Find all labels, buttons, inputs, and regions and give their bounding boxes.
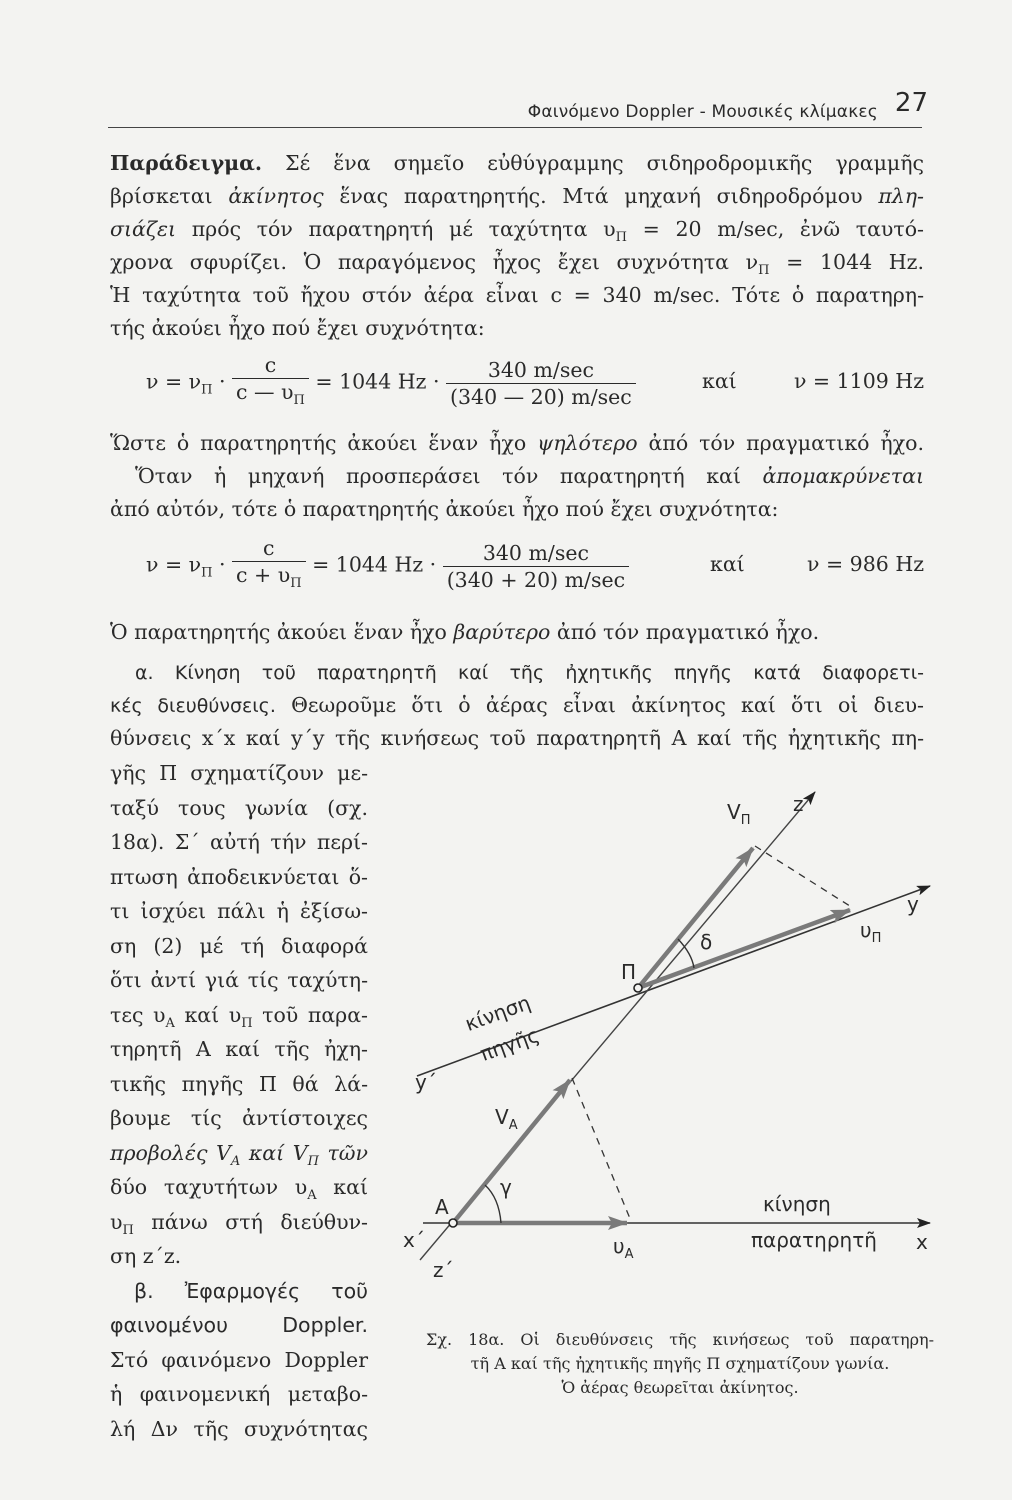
label-y: y — [907, 892, 919, 916]
running-head: Φαινόμενο Doppler - Μουσικές κλίμακες — [527, 102, 878, 122]
italic-text: βαρύτερο — [453, 620, 551, 644]
eq-result: ν = 986 Hz — [807, 552, 924, 576]
section-a-line-2 — [110, 690, 924, 721]
subscript: Π — [871, 931, 882, 946]
subscript: Π — [201, 382, 213, 398]
page-number: 27 — [894, 88, 928, 118]
label-vp — [727, 800, 750, 828]
italic-text: ἀκίνητος — [228, 184, 324, 208]
subscript: Π — [293, 393, 305, 409]
figure-caption — [426, 1328, 934, 1400]
label-a: A — [435, 1195, 449, 1219]
example-line-6: τής ἀκούει ἦχο πού ἔχει συχνότητα: — [110, 316, 485, 340]
subscript: Π — [201, 565, 213, 581]
example-line-5: Ἡ ταχύτητα τοῦ ἤχου στόν ἀέρα εἶναι c = 340 m/sec. Τότε ὁ παρατηρη- — [110, 283, 924, 307]
column-line: $\upsilon_\Pi$ πάνω στή διεύθυν- — [110, 1209, 368, 1238]
label-zprime: z΄ — [433, 1258, 454, 1282]
subscript: Π — [290, 576, 302, 592]
text-span: c + υ — [236, 563, 291, 587]
subscript: Π — [758, 263, 770, 279]
column-line: φαινομένου Doppler. — [110, 1313, 368, 1337]
text-span: βρίσκεται — [110, 184, 229, 208]
column-line: Στό φαινόμενο Doppler — [110, 1347, 368, 1372]
subscript: A — [230, 1153, 241, 1169]
caption-line-3: Ὁ ἀέρας θεωρεῖται ἀκίνητος. — [561, 1378, 799, 1397]
section-heading-text: κές διευθύνσεις. — [110, 695, 276, 717]
column-line: προβολές $V_A$ καί $V_\Pi$ τῶν — [110, 1140, 368, 1169]
label-x: x — [916, 1230, 928, 1254]
column-line: ταξύ τους γωνία (σχ. — [110, 795, 368, 820]
text-span: Θεωροῦμε ὅτι ὁ ἀέρας εἶναι ἀκίνητος καί ὅτι οἱ διευ- — [275, 693, 924, 717]
header-rule — [108, 127, 922, 128]
column-line: ση (2) μέ τή διαφορά — [110, 933, 368, 958]
column-line: πτωση ἀποδεικνύεται ὅ- — [110, 864, 368, 889]
angle-gamma-arc — [485, 1185, 501, 1223]
column-line: τες $\upsilon_A$ καί $\upsilon_\Pi$ τοῦ παρα- — [110, 1002, 368, 1031]
example-label: Παράδειγμα. — [110, 151, 263, 175]
page-header — [108, 88, 928, 128]
after1-line-2 — [135, 461, 924, 491]
column-line: β. Ἐφαρμογές τοῦ — [134, 1278, 368, 1303]
column-line: 18α). Σ΄ αὐτή τήν περί- — [110, 830, 368, 854]
label-text: V — [495, 1105, 509, 1129]
subscript: Π — [241, 1015, 253, 1031]
label-pigis: πηγῆς — [476, 1022, 543, 1066]
dashed-perpendicular-observer — [572, 1078, 631, 1221]
column-line: ση z΄z. — [110, 1244, 182, 1268]
column-line: τι ἰσχύει πάλι ἡ ἐξίσω- — [110, 899, 368, 923]
label-p: Π — [621, 960, 637, 984]
fraction-numerator: 340 m/sec — [443, 540, 629, 567]
fraction-denominator — [232, 379, 309, 414]
fraction-numerator: c — [232, 535, 306, 562]
after1-line-1 — [110, 428, 924, 458]
subscript: A — [508, 1118, 518, 1133]
eq-result: ν = 1109 Hz — [793, 369, 924, 393]
angle-delta-arc — [678, 939, 694, 968]
text-span: Ὅταν ἡ μηχανή προσπεράσει τόν παρατηρητή καί — [135, 464, 763, 488]
dashed-perpendicular-source — [755, 846, 853, 908]
section-a-line-3: θύνσεις x΄x καί y΄y τῆς κινήσεως τοῦ παρατηρητῆ A καί τῆς ἠχητικῆς πη- — [110, 726, 924, 750]
eq-fraction-1 — [232, 352, 309, 414]
text-span: c — υ — [236, 380, 294, 404]
eq-lhs: ν = ν — [146, 369, 202, 394]
label-kinisi-observer: κίνηση — [763, 1192, 831, 1216]
column-line: δύο ταχυτήτων $\upsilon_A$ καί — [110, 1175, 368, 1204]
caption-line-1: Σχ. 18α. Οἱ διευθύνσεις τῆς κινήσεως τοῦ παρατηρη- — [426, 1330, 934, 1349]
equation-1 — [146, 352, 924, 414]
column-line: βουμε τίς ἀντίστοιχες — [110, 1106, 368, 1130]
eq-mid: = 1044 Hz · — [315, 369, 447, 394]
italic-text: ψηλότερο — [537, 431, 638, 455]
source-point — [634, 984, 642, 992]
text-span: ἕνας παρατηρητής. Μτά μηχανή σιδηροδρόμου — [323, 184, 879, 208]
label-delta: δ — [700, 930, 713, 954]
fraction-denominator: (340 — 20) m/sec — [450, 384, 632, 409]
subscript: A — [165, 1015, 175, 1031]
caption-line-2: τῆ A καί τῆς ἠχητικῆς πηγῆς Π σχηματίζουν γωνία. — [470, 1354, 890, 1373]
text-span: χρονα σφυρίζει. Ὁ παραγόμενος ἦχος ἔχει συχνότητα ν — [110, 250, 759, 274]
after2-line-1 — [110, 617, 924, 647]
text-span: ἀπό τόν πραγματικό ἦχο. — [550, 620, 820, 644]
text-span: Ὁ παρατηρητής ἀκούει ἕναν ἦχο — [110, 620, 454, 644]
eq-fraction-2 — [446, 357, 636, 410]
eq-mid: = 1044 Hz · — [312, 552, 443, 577]
observer-point — [449, 1219, 457, 1227]
after1-line-3: ἀπό αὐτόν, τότε ὁ παρατηρητής ἀκούει ἦχο πού ἔχει συχνότητα: — [110, 497, 779, 521]
eq-fraction-2 — [443, 540, 629, 593]
fraction-denominator: (340 + 20) m/sec — [446, 567, 626, 592]
label-paratiriti: παρατηρητῆ — [751, 1228, 877, 1252]
label-ua — [613, 1234, 633, 1262]
example-line-2 — [110, 181, 924, 211]
subscript: A — [307, 1188, 317, 1204]
example-line-1 — [110, 148, 924, 178]
label-text: υ — [860, 918, 872, 942]
italic-text: ἀπομακρύνεται — [762, 464, 924, 488]
label-text: υ — [613, 1234, 625, 1258]
fraction-denominator — [232, 562, 306, 597]
subscript: Π — [307, 1153, 319, 1169]
text-span: πρός τόν παρατηρητή μέ ταχύτητα υ — [176, 217, 616, 241]
equation-2 — [146, 535, 924, 597]
column-line: λή Δν τῆς συχνότητας — [110, 1416, 368, 1441]
column-line: τικῆς πηγῆς Π θά λά- — [110, 1071, 368, 1096]
subscript: Π — [740, 813, 751, 828]
eq-kai: καί — [710, 552, 745, 576]
column-line: γῆς Π σχηματίζουν με- — [110, 761, 368, 785]
subscript: A — [624, 1247, 634, 1262]
subscript: Π — [122, 1222, 134, 1238]
left-column — [110, 756, 368, 1446]
label-up — [860, 918, 881, 946]
observer-projection-arrow — [453, 1080, 570, 1223]
label-yprime: y΄ — [415, 1070, 437, 1094]
text-span: Ὥστε ὁ παρατηρητής ἀκούει ἕναν ἦχο — [110, 431, 538, 455]
text-span: ἀπό τόν πραγματικό ἦχο. — [637, 431, 924, 455]
column-line: τηρητῆ A καί τῆς ἠχη- — [110, 1037, 368, 1061]
eq-lhs: ν = ν — [146, 552, 202, 577]
fraction-numerator: c — [232, 352, 309, 379]
section-heading-text: α. Κίνηση τοῦ παρατηρητῆ καί τῆς ἠχητικῆς πηγῆς κατά διαφορετι- — [135, 662, 924, 684]
label-xprime: x΄ — [403, 1228, 425, 1252]
section-a-heading — [135, 657, 924, 688]
column-line: ὅτι ἀντί γιά τίς ταχύτη- — [110, 968, 368, 992]
fraction-numerator: 340 m/sec — [446, 357, 636, 384]
label-va — [495, 1105, 518, 1133]
text-span: = 20 m/sec, ἐνῶ ταυτό- — [626, 217, 924, 241]
label-z: z — [793, 792, 804, 816]
eq-dot: · — [212, 369, 233, 394]
eq-kai: καί — [702, 369, 737, 393]
text-span: Σέ ἕνα σημεῖο εὐθύγραμμης σιδηροδρομικῆς γραμμῆς — [262, 151, 924, 175]
label-gamma: γ — [500, 1175, 512, 1199]
subscript: Π — [615, 230, 627, 246]
italic-text: σιάζει — [110, 217, 177, 241]
label-kinisi-source: κίνηση — [461, 990, 534, 1036]
eq-fraction-1 — [232, 535, 306, 597]
italic-text: πλη- — [878, 184, 924, 208]
figure-18a — [395, 780, 955, 1310]
eq-dot: · — [212, 552, 233, 577]
column-line: ἡ φαινομενική μεταβο- — [110, 1382, 368, 1406]
label-text: V — [727, 800, 741, 824]
text-span: = 1044 Hz. — [769, 250, 925, 274]
